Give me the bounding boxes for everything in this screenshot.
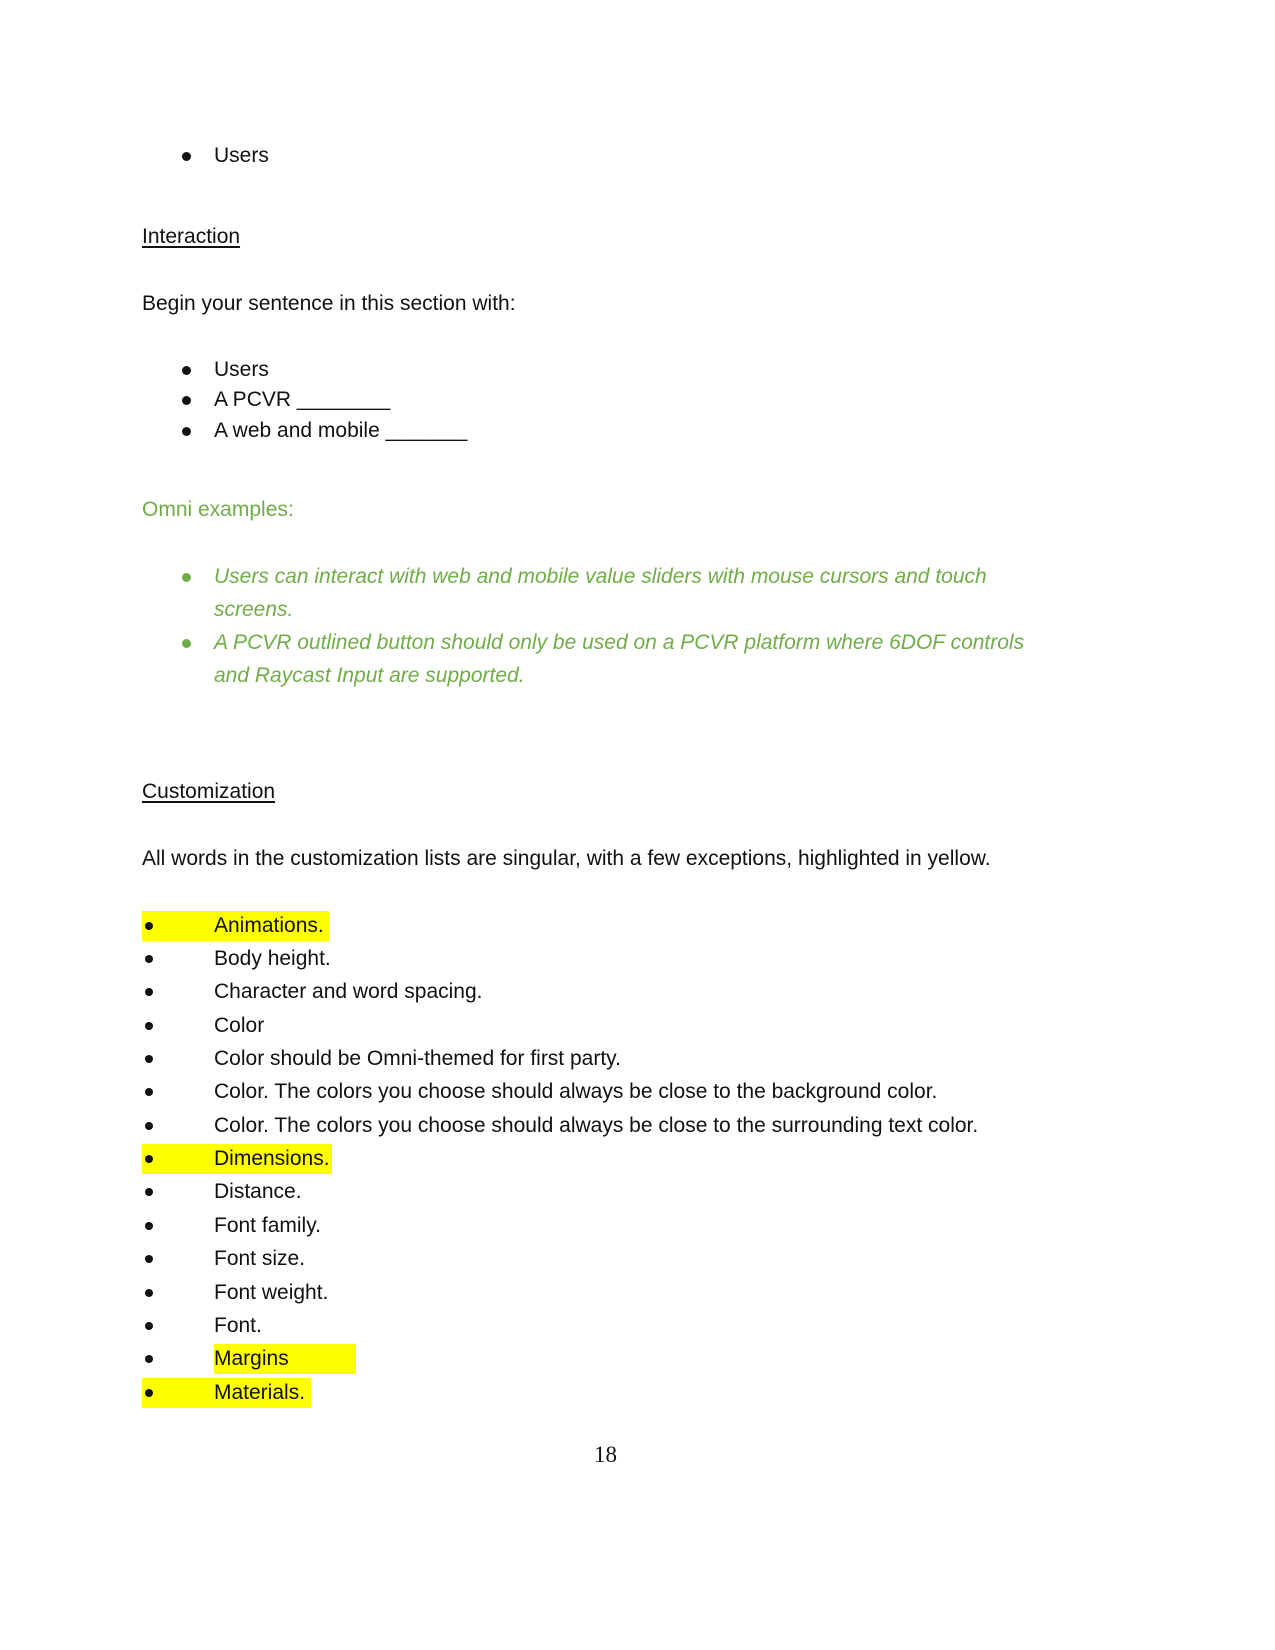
example-line: A PCVR outlined button should only be used on a PCVR platform where 6DOF controls [214,631,1025,654]
example-line: Users can interact with web and mobile value sliders with mouse cursors and touch [214,565,987,588]
list-item: Distance. [214,1180,302,1203]
list-item: Users [214,358,269,381]
examples-label: Omni examples: [142,498,294,521]
bullet-icon [145,1122,153,1130]
example-line: and Raycast Input are supported. [214,664,525,687]
section-intro: All words in the customization lists are singular, with a few exceptions, highlighted in yellow. [142,847,991,870]
bullet-icon [145,922,153,930]
bullet-icon [182,639,191,648]
bullet-icon [145,1289,153,1297]
list-item: Dimensions. [214,1147,330,1170]
list-item: Color. The colors you choose should always be close to the surrounding text color. [214,1114,979,1137]
list-item: Font family. [214,1214,321,1237]
bullet-icon [145,1389,153,1397]
list-item: Animations. [214,914,324,937]
list-item: Font size. [214,1247,306,1270]
bullet-icon [145,1188,153,1196]
list-item: Font weight. [214,1281,329,1304]
bullet-icon [145,1222,153,1230]
page-number: 18 [594,1442,617,1467]
list-item: Body height. [214,947,331,970]
bullet-icon [145,955,153,963]
bullet-icon [145,1155,153,1163]
bullet-icon [182,152,191,161]
list-item: Users [214,144,269,167]
bullet-icon [145,988,153,996]
list-item: Color should be Omni-themed for first party. [214,1047,621,1070]
list-item: Color [214,1014,265,1037]
section-heading-interaction: Interaction [142,225,241,248]
list-item: Color. The colors you choose should always be close to the background color. [214,1080,938,1103]
list-item: Margins [214,1347,289,1370]
bullet-icon [182,427,191,436]
list-item: Materials. [214,1381,306,1404]
bullet-icon [145,1322,153,1330]
bullet-icon [182,396,191,405]
bullet-icon [182,573,191,582]
section-intro: Begin your sentence in this section with: [142,292,516,315]
list-item: Font. [214,1314,262,1337]
bullet-icon [145,1055,153,1063]
list-item: A PCVR ________ [214,388,391,411]
bullet-icon [145,1255,153,1263]
bullet-icon [145,1355,153,1363]
bullet-icon [145,1022,153,1030]
section-heading-customization: Customization [142,780,276,803]
list-item: A web and mobile _______ [214,419,468,442]
list-item: Character and word spacing. [214,980,483,1003]
example-line: screens. [214,598,294,621]
bullet-icon [182,366,191,375]
bullet-icon [145,1088,153,1096]
